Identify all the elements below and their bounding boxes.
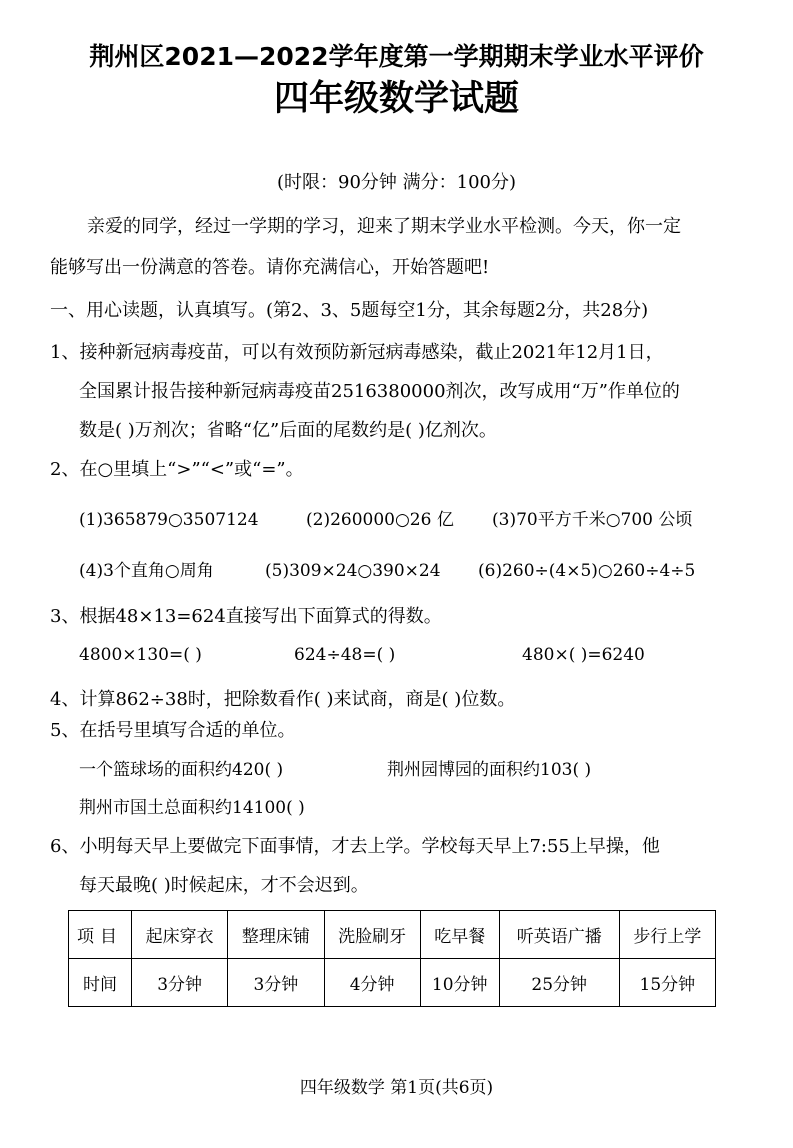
q1-line-2: 全国累计报告接种新冠病毒疫苗2516380000剂次，改写成用“万”作单位的	[79, 381, 680, 402]
table-cell: 15分钟	[619, 959, 715, 1007]
q5-stem: 5、在括号里填写合适的单位。	[50, 720, 296, 741]
q3-item-3: 480×( )=6240	[522, 645, 645, 665]
time-limit: (时限：90分钟 满分：100分)	[276, 172, 517, 193]
q5-item-1: 一个篮球场的面积约420( )	[79, 760, 284, 780]
table-cell: 3分钟	[228, 959, 324, 1007]
q3-stem: 3、根据48×13=624直接写出下面算式的得数。	[50, 606, 442, 627]
table-cell: 4分钟	[324, 959, 420, 1007]
table-header-time: 时间	[69, 959, 132, 1007]
intro-line-2: 能够写出一份满意的答卷。请你充满信心，开始答题吧!	[50, 257, 490, 278]
q2-item-2: (2)260000○26 亿	[306, 510, 454, 530]
table-header-item: 项目	[69, 911, 132, 959]
schedule-table	[68, 910, 716, 1007]
exam-title-line2: 四年级数学试题	[273, 79, 519, 119]
table-cell: 整理床铺	[228, 911, 324, 959]
exam-title-line1: 荆州区2021—2022学年度第一学期期末学业水平评价	[89, 42, 704, 71]
q2-item-1: (1)365879○3507124	[79, 510, 259, 530]
q1-line-1: 1、接种新冠病毒疫苗，可以有效预防新冠病毒感染，截止2021年12月1日，	[50, 342, 664, 363]
q5-item-2: 荆州园博园的面积约103( )	[387, 760, 592, 780]
q3-item-2: 624÷48=( )	[294, 645, 396, 665]
q2-stem: 2、在○里填上“>”“<”或“=”。	[50, 459, 304, 480]
table-cell: 25分钟	[499, 959, 619, 1007]
q6-line-2: 每天最晚( )时候起床，才不会迟到。	[79, 875, 369, 896]
intro-line-1: 亲爱的同学，经过一学期的学习，迎来了期末学业水平检测。今天，你一定	[87, 216, 681, 237]
q1-line-3: 数是( )万剂次；省略“亿”后面的尾数约是( )亿剂次。	[79, 420, 497, 441]
q6-line-1: 6、小明每天早上要做完下面事情，才去上学。学校每天早上7:55上早操，他	[50, 836, 660, 857]
q4-stem: 4、计算862÷38时，把除数看作( )来试商，商是( )位数。	[50, 689, 516, 710]
table-cell: 听英语广播	[499, 911, 619, 959]
table-cell: 吃早餐	[420, 911, 499, 959]
q2-item-4: (4)3个直角○周角	[79, 561, 214, 581]
table-row-times	[69, 959, 716, 1007]
q3-item-1: 4800×130=( )	[79, 645, 202, 665]
table-cell: 3分钟	[132, 959, 228, 1007]
q5-item-3: 荆州市国土总面积约14100( )	[79, 798, 305, 818]
table-row-items	[69, 911, 716, 959]
page-footer: 四年级数学 第1页(共6页)	[299, 1078, 494, 1098]
table-cell: 步行上学	[619, 911, 715, 959]
table-cell: 起床穿衣	[132, 911, 228, 959]
q2-item-5: (5)309×24○390×24	[265, 561, 441, 581]
table-cell: 洗脸刷牙	[324, 911, 420, 959]
q2-item-3: (3)70平方千米○700 公顷	[492, 510, 693, 530]
section-1-heading: 一、用心读题，认真填写。(第2、3、5题每空1分，其余每题2分，共28分)	[50, 300, 649, 321]
table-cell: 10分钟	[420, 959, 499, 1007]
q2-item-6: (6)260÷(4×5)○260÷4÷5	[478, 561, 696, 581]
